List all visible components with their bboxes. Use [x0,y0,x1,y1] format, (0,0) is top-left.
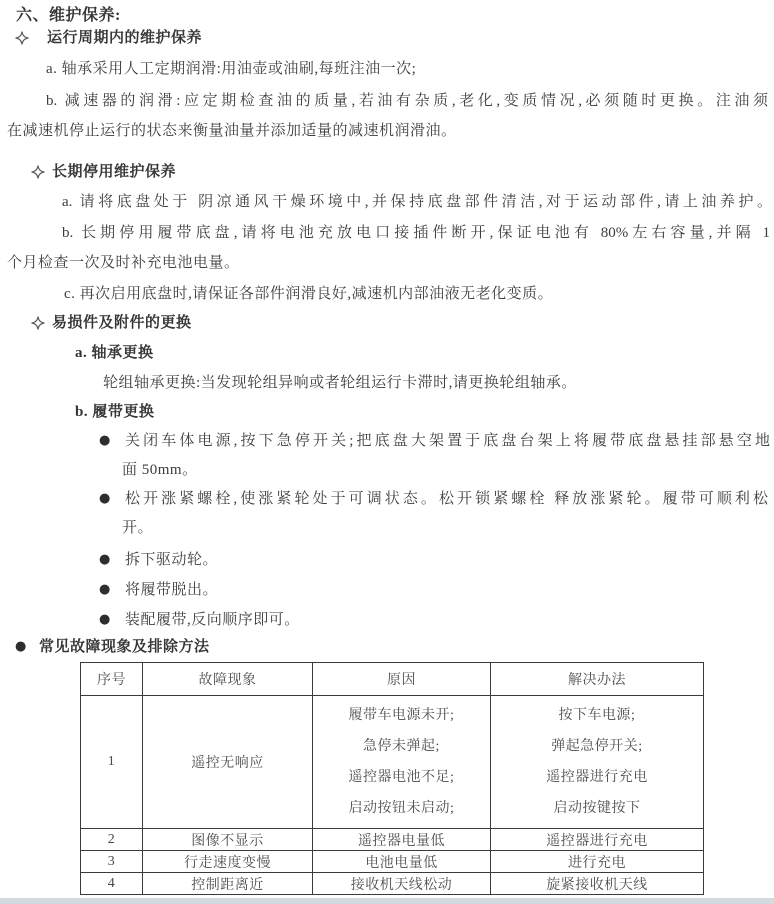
section2-title: 长期停用维护保养 [52,164,177,180]
bullet-icon: ● [99,433,111,448]
cell-solution: 遥控器进行充电 [491,829,704,851]
step2-line2: 开。 [122,520,154,536]
header-phenomenon: 故障现象 [143,663,313,696]
table-row [81,851,704,873]
section1-title: 运行周期内的维护保养 [47,30,203,46]
diamond-star-icon [15,31,29,45]
cause-line: 遥控器电池不足; [348,770,455,785]
bullet-icon: ● [99,491,111,506]
cell-phenomenon: 行走速度变慢 [143,851,313,873]
solution-line: 遥控器进行充电 [546,770,648,785]
section2-item-a: a. 请将底盘处于 阴凉通风干燥环境中,并保持底盘部件清洁,对于运动部件,请上油养护。 [62,194,772,210]
fault-table [80,662,704,895]
table-header-row [81,663,704,696]
bullet-icon: ● [99,582,111,597]
section2-item-c: c. 再次启用底盘时,请保证各部件润滑良好,减速机内部油液无老化变质。 [64,286,554,302]
solution-line: 按下车电源; [558,708,636,723]
section2-item-b-line1: b. 长期停用履带底盘,请将电池充放电口接插件断开,保证电池有 80%左右容量,并隔 1 [62,225,770,241]
section1-item-b-line2: 在减速机停止运行的状态来衡量油量并添加适量的减速机润滑油。 [7,123,457,139]
section1-item-a: a. 轴承采用人工定期润滑:用油壶或油刷,每班注油一次; [46,61,417,77]
cell-causes [313,696,491,829]
cell-phenomenon: 控制距离近 [143,873,313,895]
diamond-star-icon [31,165,45,179]
cell-phenomenon: 图像不显示 [143,829,313,851]
cell-no: 3 [81,851,143,873]
cell-cause: 遥控器电量低 [313,829,491,851]
bullet-icon: ● [15,639,27,654]
solution-line: 启动按键按下 [553,801,641,816]
cell-no: 4 [81,873,143,895]
cell-phenomenon: 遥控无响应 [143,696,313,829]
cause-line: 启动按钮未启动; [348,801,455,816]
step3: 拆下驱动轮。 [125,552,219,568]
step1-line2: 面 50mm。 [122,462,198,478]
step4: 将履带脱出。 [125,582,219,598]
cell-no: 2 [81,829,143,851]
page-bottom-edge [0,898,774,904]
section1-item-b-line1: b. 减速器的润滑:应定期检查油的质量,若油有杂质,老化,变质情况,必须随时更换。注油须 [46,93,768,109]
diamond-star-icon [31,316,45,330]
solution-line: 弹起急停开关; [551,739,643,754]
header-solution: 解决办法 [491,663,704,696]
section3-sub-b-title: b. 履带更换 [75,404,155,420]
section4-title: 常见故障现象及排除方法 [39,639,210,655]
step5: 装配履带,反向顺序即可。 [125,612,300,628]
cell-cause: 电池电量低 [313,851,491,873]
cause-line: 急停未弹起; [363,739,440,754]
bullet-icon: ● [99,552,111,567]
cell-solutions [491,696,704,829]
table-row [81,696,704,829]
cell-solution: 旋紧接收机天线 [491,873,704,895]
header-cause: 原因 [313,663,491,696]
table-row [81,829,704,851]
cell-cause: 接收机天线松动 [313,873,491,895]
section2-item-b-line2: 个月检查一次及时补充电池电量。 [7,255,240,271]
step2-line1: 松开涨紧螺栓,使涨紧轮处于可调状态。松开锁紧螺栓 释放涨紧轮。履带可顺利松 [125,491,768,507]
section3-sub-a-body: 轮组轴承更换:当发现轮组异响或者轮组运行卡滞时,请更换轮组轴承。 [103,375,577,391]
section3-title: 易损件及附件的更换 [52,315,192,331]
bullet-icon: ● [99,612,111,627]
cell-solution: 进行充电 [491,851,704,873]
header-no: 序号 [81,663,143,696]
main-heading: 六、维护保养: [16,7,121,24]
cause-line: 履带车电源未开; [348,708,455,723]
cell-no: 1 [81,696,143,829]
section3-sub-a-title: a. 轴承更换 [75,345,154,361]
table-row [81,873,704,895]
step1-line1: 关闭车体电源,按下急停开关;把底盘大架置于底盘台架上将履带底盘悬挂部悬空地 [125,433,770,449]
